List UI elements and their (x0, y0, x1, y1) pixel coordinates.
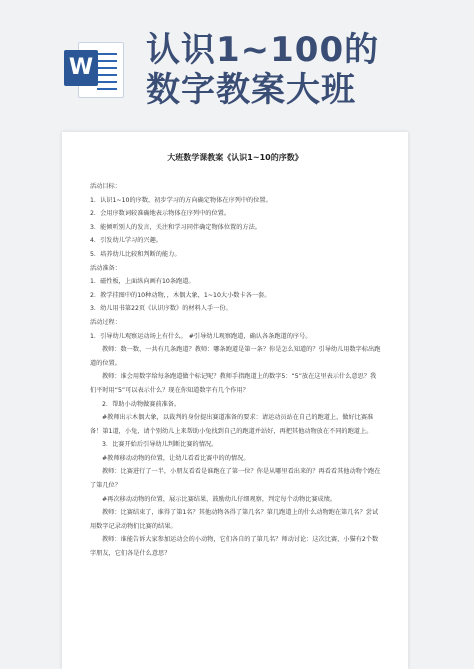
goal-item: 4．引发幼儿学习的兴趣。 (90, 237, 162, 245)
process-paragraph: 教师：比赛结束了，谁得了第1名？其他动物各得了第几名？第几跑道上的什么动物跑在第几名？尝试用数字记录动物们比赛的结果。 (90, 509, 379, 530)
section-heading: 活动准备： (90, 264, 121, 272)
document-title: 大班数学课教案《认识1~10的序数》 (167, 153, 303, 162)
page-title-line-2: 数字教案大班 (146, 70, 356, 110)
page-title-line-1: 认识1~100的 (146, 30, 380, 70)
process-paragraph: 教师：谁能告诉大家参加运动会的小动物，它们各自的了第几名？师动讨论：这次比赛，小猫有2个数字朋友，它们各是什么意思？ (90, 536, 379, 558)
prep-item: 1．磁性板，上面纵向画有10条跑道。 (90, 278, 195, 286)
process-paragraph: #教师出示木偶大象，以裁判的身份提出赛道准备的要求：请运动员站在自己的跑道上，做好比赛准备！第1道，小兔，请个别幼儿上来帮助小兔找到自己的跑道并站好，再把其他动物放在不同的跑道上。 (90, 414, 374, 435)
word-letter-badge: W (64, 50, 98, 86)
section-heading: 活动目标： (90, 183, 121, 190)
goal-item: 5．培养幼儿比较和判断的能力。 (90, 250, 181, 258)
prep-item: 2．教学挂图中的10种动物，，木偶大象，1~10大小数卡各一套。 (90, 291, 271, 299)
section-heading: 活动过程： (90, 318, 121, 326)
word-document-icon (64, 38, 124, 98)
goal-item: 1．认识1~10的序数，初步学习的方向确定物体在序列中的位置。 (90, 196, 272, 204)
process-paragraph: 教师：比赛进行了一半，小朋友看看是谁跑在了第一位？你是从哪里看出来的？再看看其他动物个跑在了第几位？ (90, 468, 381, 490)
page-header (0, 0, 474, 118)
goal-item: 2．会用序数词较准确地表示物体在序列中的位置。 (90, 210, 231, 218)
document-page (62, 132, 408, 669)
process-step: 3．比赛开始后引导幼儿判断比赛的情况。 (102, 441, 218, 449)
process-step: 1．引导幼儿观察运动场上有什么。 #引导幼儿观察跑道，确认各条跑道的序号。 (90, 332, 312, 340)
process-paragraph: #再次移动动物的位置，展示比赛结果，鼓励幼儿仔细观察，判定每个动物比赛成绩。 (102, 495, 337, 503)
process-paragraph: #教师移动动物的位置，让幼儿看看比赛中的的情况。 (102, 454, 250, 462)
document-body (90, 180, 382, 561)
goal-item: 3．能倾听别人的发言，关注和学习同伴确定物体位置的方法。 (90, 223, 261, 231)
prep-item: 3．幼儿用书第22页《认识序数》的材料人手一份。 (90, 305, 232, 313)
process-step: 2．帮助小动物做赛前准备。 (102, 400, 181, 408)
process-paragraph: 教师：数一数，一共有几条跑道？教师：哪条跑道是第一条？你是怎么知道的？引导幼儿用数字标出跑道的位置。 (90, 346, 381, 367)
process-paragraph: 教师：谁会用数字给每条跑道做个标记呢？教师手指跑道上的数字5：“5”放在这里表示什么意思？我们平时用“5”可以表示什么？现在你知道数字有几个作用？ (90, 373, 377, 394)
page-title (146, 30, 466, 110)
